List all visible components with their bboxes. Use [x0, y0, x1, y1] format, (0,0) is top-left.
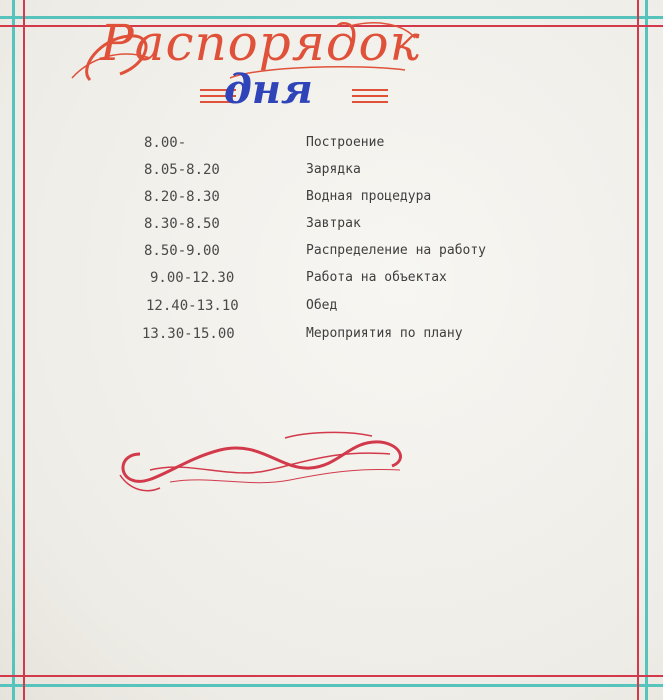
schedule-row — [0, 162, 663, 188]
flourish-ornament — [110, 420, 430, 520]
schedule-row — [0, 216, 663, 242]
schedule-activity: Водная процедура — [306, 189, 432, 204]
schedule-time: 8.20-8.30 — [144, 189, 220, 205]
schedule-time: 13.30-15.00 — [142, 326, 235, 342]
schedule-time: 8.30-8.50 — [144, 216, 220, 232]
schedule-activity: Завтрак — [306, 216, 361, 231]
schedule-time: 12.40-13.10 — [146, 298, 239, 314]
schedule-time: 8.05-8.20 — [144, 162, 220, 178]
schedule-time: 8.50-9.00 — [144, 243, 220, 259]
schedule-activity: Обед — [306, 298, 338, 313]
schedule-time: 9.00-12.30 — [150, 270, 235, 286]
schedule-time: 8.00- — [144, 135, 187, 151]
schedule-activity: Построение — [306, 135, 385, 150]
schedule-row — [0, 298, 663, 324]
schedule-row — [0, 326, 663, 352]
schedule-row — [0, 135, 663, 161]
schedule-activity: Мероприятия по плану — [306, 326, 463, 341]
schedule-activity: Работа на объектах — [306, 270, 447, 285]
schedule-activity: Распределение на работу — [306, 243, 487, 258]
schedule-activity: Зарядка — [306, 162, 361, 177]
schedule-row — [0, 243, 663, 269]
title-line1: Распорядок — [100, 14, 421, 72]
schedule-row — [0, 270, 663, 296]
schedule-row — [0, 189, 663, 215]
title-line2: дня — [224, 66, 313, 113]
